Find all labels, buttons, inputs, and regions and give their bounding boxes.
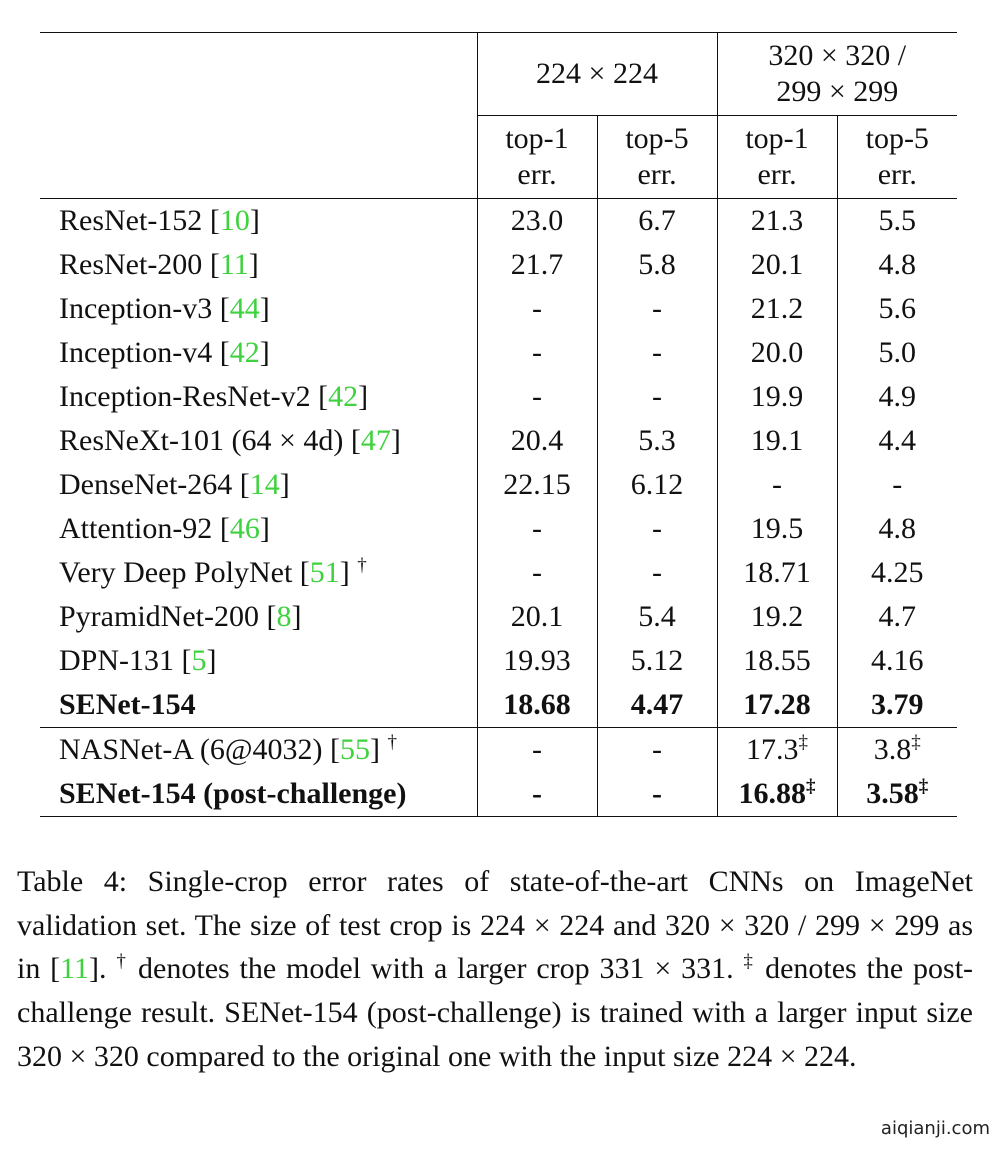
error-value: - [532, 733, 542, 766]
error-value: - [532, 777, 542, 810]
value-cell [717, 639, 837, 683]
model-name-cell [40, 772, 477, 817]
citation-link[interactable]: 44 [229, 292, 260, 325]
caption-text: denotes the model with a larger crop 331 × 331. [128, 952, 744, 986]
error-value: 20.1 [750, 248, 804, 281]
value-cell [477, 507, 597, 551]
model-name-cell: Inception-v4 [42] [59, 336, 270, 369]
double-dagger-mark: ‡ [911, 732, 921, 753]
value-cell [477, 243, 597, 287]
model-name-cell: ResNet-152 [10] [40, 199, 477, 244]
error-value: 4.8 [878, 512, 917, 545]
value-cell [597, 507, 717, 551]
error-value: 22.15 [503, 468, 571, 501]
table-row [40, 463, 957, 507]
value-cell [837, 243, 957, 287]
value-cell [717, 551, 837, 595]
value-cell [837, 463, 957, 507]
model-name-cell: NASNet-A (6@4032) [55] † [40, 728, 477, 773]
double-dagger-mark: ‡ [918, 776, 929, 797]
value-cell [597, 595, 717, 639]
error-value: - [652, 380, 662, 413]
error-value: 3.8 [873, 733, 912, 766]
subheader-line: err. [877, 158, 917, 191]
citation-link[interactable]: 42 [229, 336, 260, 369]
value-cell [477, 551, 597, 595]
value-cell [717, 287, 837, 331]
value-cell [597, 331, 717, 375]
error-value: 4.9 [878, 380, 917, 413]
value-cell [717, 331, 837, 375]
model-name: Inception-ResNet-v2 [59, 380, 311, 413]
table-row [40, 243, 957, 287]
error-value: 21.7 [510, 248, 564, 281]
subheader-line: top-1 [745, 122, 809, 155]
model-name: SENet-154 (post-challenge) [59, 777, 407, 810]
error-value: 4.47 [630, 688, 684, 721]
value-cell [717, 507, 837, 551]
table-row [40, 507, 957, 551]
model-name-cell: PyramidNet-200 [8] [59, 600, 302, 633]
value-cell [597, 419, 717, 463]
table-row [40, 419, 957, 463]
value-cell [477, 639, 597, 683]
model-name-cell: ResNet-200 [11] [59, 248, 259, 281]
error-value: 3.58 [866, 777, 919, 810]
error-value: 6.12 [630, 468, 684, 501]
error-value: - [532, 380, 542, 413]
citation-link[interactable]: 10 [219, 204, 250, 237]
value-cell [837, 639, 957, 683]
subheader-line: err. [757, 158, 797, 191]
dagger-mark: † [387, 732, 397, 753]
error-value: 21.3 [750, 204, 804, 237]
value-cell [477, 683, 597, 728]
value-cell [477, 375, 597, 419]
subheader-line: err. [517, 158, 557, 191]
citation-link[interactable]: 46 [229, 512, 260, 545]
error-value: 5.0 [878, 336, 917, 369]
caption-text: Table 4: Single-crop error rates of state-of-the-art CNNs on ImageNet validation set. The size of test crop is 224 × 224 and 320 × 320 / 299 × 299 as in [ [17, 865, 973, 986]
error-value: 5.6 [878, 292, 917, 325]
citation-link[interactable]: 11 [219, 248, 249, 281]
table-caption [17, 860, 973, 1079]
value-cell [837, 595, 957, 639]
col-group-224-label: 224 × 224 [536, 57, 658, 90]
caption-double-dagger-mark: ‡ [743, 951, 756, 973]
error-value: - [772, 468, 783, 501]
col-group-224 [477, 33, 717, 116]
error-value: 17.28 [743, 688, 811, 721]
citation-link[interactable]: 47 [360, 424, 391, 457]
error-value: - [652, 556, 662, 589]
model-name-cell: DPN-131 [5] [59, 644, 217, 677]
error-value: 5.5 [878, 204, 917, 237]
subheader-empty-cell [40, 116, 477, 199]
value-cell [717, 772, 837, 817]
value-cell [477, 287, 597, 331]
error-value: 5.3 [638, 424, 676, 457]
error-value: - [532, 336, 542, 369]
results-table [40, 32, 957, 817]
subheader-line: top-5 [865, 122, 929, 155]
subheader-320-top1 [717, 116, 837, 199]
error-value: 4.16 [871, 644, 924, 677]
double-dagger-mark: ‡ [806, 776, 816, 797]
subheader-line: err. [637, 158, 677, 191]
error-value: - [652, 336, 662, 369]
model-name-cell [40, 683, 477, 728]
value-cell [597, 243, 717, 287]
model-name-cell: DenseNet-264 [14] [59, 468, 290, 501]
table-row [40, 287, 957, 331]
value-cell [717, 683, 837, 728]
double-dagger-mark: ‡ [798, 732, 809, 753]
subheader-224-top1 [477, 116, 597, 199]
model-name-cell: Very Deep PolyNet [51] † [59, 555, 367, 589]
value-cell [837, 331, 957, 375]
value-cell [477, 463, 597, 507]
value-cell [837, 375, 957, 419]
model-name: PyramidNet-200 [59, 600, 259, 633]
error-value: 20.4 [510, 424, 564, 457]
citation-link[interactable]: 14 [249, 468, 280, 501]
model-name-cell: Inception-v3 [44] [59, 292, 270, 325]
table-row [40, 551, 957, 595]
value-cell [717, 728, 837, 773]
table-row [40, 199, 957, 244]
error-value: 18.55 [743, 644, 811, 677]
error-value: - [652, 292, 662, 325]
citation-link[interactable]: 5 [191, 644, 207, 677]
col-group-320 [717, 33, 957, 116]
value-cell [477, 595, 597, 639]
error-value: 5.8 [638, 248, 676, 281]
header-row-resolution [40, 33, 957, 116]
caption-text: ]. [89, 952, 117, 986]
value-cell [597, 287, 717, 331]
table-row [40, 728, 957, 773]
model-name: Inception-v4 [59, 336, 213, 369]
value-cell [837, 419, 957, 463]
error-value: - [532, 556, 542, 589]
value-cell [837, 507, 957, 551]
error-value: 21.2 [750, 292, 804, 325]
subheader-line: top-5 [625, 122, 689, 155]
model-name: ResNet-152 [59, 204, 203, 237]
error-value: 6.7 [638, 204, 676, 237]
model-name: ResNeXt-101 (64 × 4d) [59, 424, 344, 457]
value-cell [477, 728, 597, 773]
citation-link[interactable]: 55 [339, 733, 370, 766]
table-row [40, 595, 957, 639]
caption-citation-link[interactable]: 11 [60, 952, 90, 986]
subheader-224-top5 [597, 116, 717, 199]
error-value: 18.71 [743, 556, 811, 589]
value-cell [837, 287, 957, 331]
value-cell [597, 683, 717, 728]
table-row [40, 683, 957, 728]
model-name-cell: Inception-ResNet-v2 [42] [59, 380, 369, 413]
header-row-metrics [40, 116, 957, 199]
header-empty-cell [40, 33, 477, 116]
error-value: - [892, 468, 903, 501]
model-name: NASNet-A (6@4032) [59, 733, 323, 766]
model-name: Inception-v3 [59, 292, 213, 325]
col-group-320-line1: 320 × 320 / [768, 39, 907, 72]
model-name: SENet-154 [59, 688, 196, 721]
table-row [40, 639, 957, 683]
citation-link[interactable]: 42 [328, 380, 359, 413]
subheader-320-top5 [837, 116, 957, 199]
error-value: 4.8 [878, 248, 917, 281]
dagger-mark: † [357, 555, 367, 576]
value-cell [837, 728, 957, 773]
error-value: 4.4 [878, 424, 917, 457]
model-name: DPN-131 [59, 644, 175, 677]
model-name: Attention-92 [59, 512, 213, 545]
table-body [40, 199, 957, 817]
error-value: 19.9 [750, 380, 804, 413]
error-value: 4.25 [871, 556, 924, 589]
col-group-320-line2: 299 × 299 [776, 75, 899, 108]
value-cell [477, 199, 597, 244]
error-value: 4.7 [878, 600, 917, 633]
value-cell [837, 199, 957, 244]
watermark: aiqianji.com [880, 1118, 990, 1139]
value-cell [717, 419, 837, 463]
error-value: 18.68 [503, 688, 571, 721]
value-cell [477, 419, 597, 463]
value-cell [597, 199, 717, 244]
caption-text: denotes the post-challenge result. SENet-154 (post-challenge) is trained with a larger input size 320 × 320 compared to the original one with the input size 224 × 224. [17, 952, 974, 1073]
error-value: 20.1 [510, 600, 564, 633]
value-cell [477, 772, 597, 817]
model-name: ResNet-200 [59, 248, 203, 281]
error-value: 17.3 [746, 733, 799, 766]
error-value: - [652, 777, 662, 810]
subheader-line: top-1 [505, 122, 569, 155]
caption-dagger-mark: † [116, 951, 129, 973]
error-value: - [652, 512, 662, 545]
error-value: 19.1 [750, 424, 804, 457]
model-name: Very Deep PolyNet [59, 556, 293, 589]
value-cell [597, 463, 717, 507]
citation-link[interactable]: 8 [276, 600, 292, 633]
error-value: - [652, 733, 662, 766]
value-cell [597, 639, 717, 683]
citation-link[interactable]: 51 [309, 556, 340, 589]
value-cell [477, 331, 597, 375]
error-value: 19.2 [750, 600, 804, 633]
table-row [40, 772, 957, 817]
value-cell [717, 243, 837, 287]
value-cell [717, 463, 837, 507]
value-cell [597, 728, 717, 773]
error-value: 5.4 [638, 600, 676, 633]
value-cell [597, 375, 717, 419]
table-row [40, 375, 957, 419]
error-value: 19.93 [503, 644, 571, 677]
model-name-cell: Attention-92 [46] [59, 512, 270, 545]
error-value: - [532, 292, 542, 325]
value-cell [717, 199, 837, 244]
error-value: 19.5 [750, 512, 804, 545]
value-cell [837, 683, 957, 728]
model-name: DenseNet-264 [59, 468, 233, 501]
value-cell [837, 551, 957, 595]
value-cell [597, 772, 717, 817]
value-cell [717, 375, 837, 419]
model-name-cell: ResNeXt-101 (64 × 4d) [47] [59, 424, 401, 457]
table-row [40, 331, 957, 375]
error-value: 16.88 [738, 777, 807, 810]
value-cell [717, 595, 837, 639]
value-cell [837, 772, 957, 817]
value-cell [597, 551, 717, 595]
error-value: 23.0 [510, 204, 564, 237]
error-value: 5.12 [630, 644, 684, 677]
error-value: 3.79 [871, 688, 924, 721]
error-value: - [532, 512, 542, 545]
error-value: 20.0 [750, 336, 804, 369]
